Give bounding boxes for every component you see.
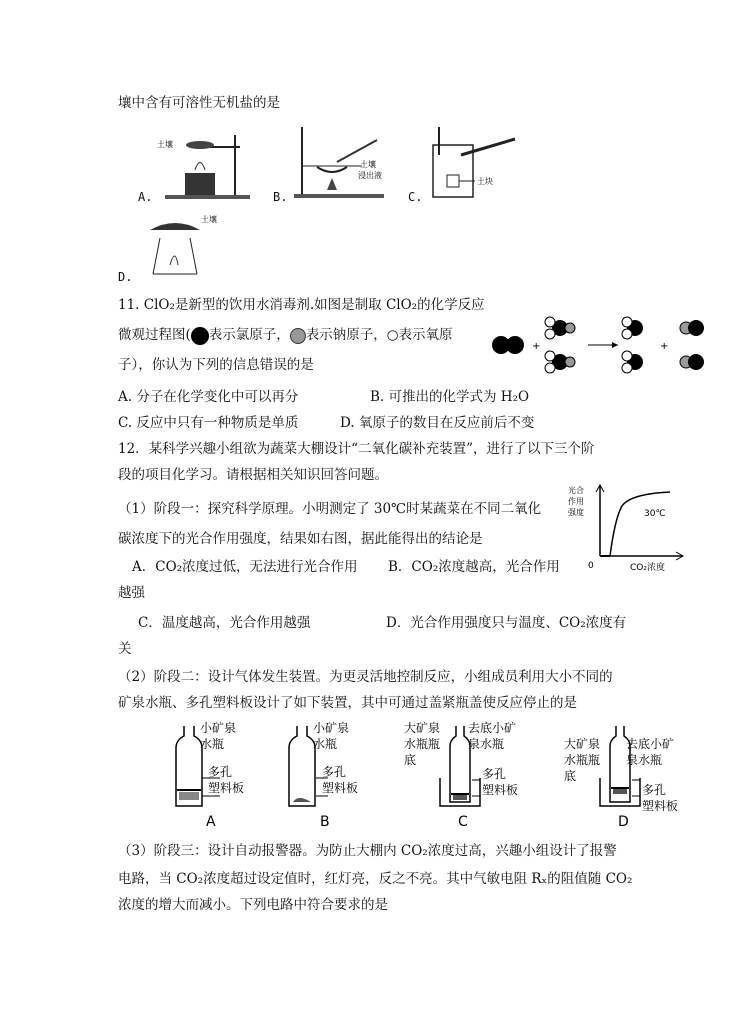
q10-stem: 壤中含有可溶性无机盐的是 xyxy=(118,95,280,111)
chlorine-atom-icon xyxy=(191,327,209,345)
q10-figure-b xyxy=(292,122,402,200)
bottle-c-big-3: 底 xyxy=(404,753,417,767)
bottle-b-label-mid: 水瓶 xyxy=(313,737,338,751)
label-soil-b: 土壤 xyxy=(360,160,376,169)
q12-intro-1: 12．某科学兴趣小组欲为蔬菜大棚设计“二氧化碳补充装置”，进行了以下三个阶 xyxy=(118,441,595,457)
bottle-b-label-top: 小矿泉 xyxy=(313,721,350,735)
bottle-d-small-1: 去底小矿 xyxy=(626,737,675,751)
graph-ylabel-3: 强度 xyxy=(568,508,584,517)
q12-part1-line2: 碳浓度下的光合作用强度，结果如右图，据此能得出的结论是 xyxy=(118,531,483,547)
bottle-d-big-3: 底 xyxy=(564,769,577,783)
graph-ylabel-2: 作用 xyxy=(568,497,584,506)
q12-part1-option-d-cont: 关 xyxy=(118,641,132,657)
naclo2-molecule-1 xyxy=(545,317,575,339)
bottles-figure xyxy=(148,718,688,832)
q12-part1-option-d: D．光合作用强度只与温度、CO₂浓度有 xyxy=(386,615,627,631)
bottle-a-label-top: 小矿泉 xyxy=(200,721,237,735)
bottle-a-plate-2: 塑料板 xyxy=(208,781,245,795)
bottle-c-small-1: 去底小矿 xyxy=(468,721,517,735)
bottle-c-big-2: 水瓶瓶 xyxy=(404,737,441,751)
q12-part1-option-b: B．CO₂浓度越高，光合作用 xyxy=(388,559,560,575)
label-extract: 浸出液 xyxy=(358,171,382,180)
bottle-c-small-2: 泉水瓶 xyxy=(468,737,505,751)
q11-line3: 子），你认为下列的信息错误的是 xyxy=(118,357,314,373)
clo2-molecule-1 xyxy=(622,317,643,339)
q11-line1: 11. ClO₂是新型的饮用水消毒剂.如图是制取 ClO₂的化学反应 xyxy=(118,297,485,313)
bottle-c-plate-2: 塑料板 xyxy=(482,783,519,797)
q10-option-b: B. xyxy=(273,190,288,204)
naclo2-molecule-2 xyxy=(545,351,575,373)
bottle-d-small-2: 泉水瓶 xyxy=(626,753,663,767)
cl2-molecule xyxy=(492,336,524,354)
q11-option-a: A. 分子在化学变化中可以再分 xyxy=(118,389,299,405)
q12-part1-option-a: A．CO₂浓度过低，无法进行光合作用 xyxy=(132,559,358,575)
q12-part2-line2: 矿泉水瓶、多孔塑料板设计了如下装置，其中可通过盖紧瓶盖使反应停止的是 xyxy=(118,695,577,711)
q10-figure-a xyxy=(155,125,255,200)
q11-line2b: 表示氯原子， xyxy=(208,327,290,343)
nacl-molecule-1 xyxy=(680,320,704,336)
graph-xlabel: CO₂浓度 xyxy=(630,563,665,573)
bottle-d-plate-1: 多孔 xyxy=(642,783,667,797)
q10-figure-d xyxy=(145,210,235,278)
graph-temp-label: 30℃ xyxy=(644,509,666,519)
bottle-c-plate-1: 多孔 xyxy=(482,767,507,781)
graph-origin: 0 xyxy=(588,561,594,571)
q12-intro-2: 段的项目化学习。请根据相关知识回答问题。 xyxy=(118,467,388,483)
bottle-c-big-1: 大矿泉 xyxy=(404,721,441,735)
label-clod: 土块 xyxy=(477,177,493,186)
q12-part1-option-b-cont: 越强 xyxy=(118,585,145,601)
q12-part3-line3: 浓度的增大而减小。下列电路中符合要求的是 xyxy=(118,897,388,913)
label-soil-a: 土壤 xyxy=(157,140,173,149)
bottle-b-plate-2: 塑料板 xyxy=(322,781,359,795)
bottle-a-plate-1: 多孔 xyxy=(208,765,233,779)
photosynthesis-graph xyxy=(560,478,690,573)
q11-option-d: D. 氧原子的数目在反应前后不变 xyxy=(340,415,535,431)
bottle-a-letter: A xyxy=(206,814,216,830)
sodium-atom-icon xyxy=(290,328,306,344)
plus-sign-1: + xyxy=(532,341,541,352)
plus-sign-2: + xyxy=(660,341,669,352)
reaction-arrow-icon xyxy=(612,342,618,348)
bottle-d-letter: D xyxy=(618,814,629,830)
q11-line2a: 微观过程图( xyxy=(118,327,191,343)
bottle-a-label-mid: 水瓶 xyxy=(200,737,225,751)
q12-part3-line1: （3）阶段三：设计自动报警器。为防止大棚内 CO₂浓度过高，兴趣小组设计了报警 xyxy=(118,843,617,859)
q10-option-c: C. xyxy=(408,190,423,204)
bottle-b-plate-1: 多孔 xyxy=(322,765,347,779)
q12-part1-line1: （1）阶段一：探究科学原理。小明测定了 30℃时某蔬菜在不同二氧化 xyxy=(118,501,542,517)
bottle-d-big-1: 大矿泉 xyxy=(564,737,601,751)
graph-ylabel-1: 光合 xyxy=(568,486,584,495)
bottle-d-big-2: 水瓶瓶 xyxy=(564,753,601,767)
bottle-d-plate-2: 塑料板 xyxy=(642,799,679,813)
q11-option-b: B. 可推出的化学式为 H₂O xyxy=(370,389,530,405)
q11-line2c: 表示钠原子，○表示氧原 xyxy=(305,327,453,343)
q10-figure-c xyxy=(425,125,535,200)
q11-option-c: C. 反应中只有一种物质是单质 xyxy=(118,415,299,431)
bottle-c-letter: C xyxy=(458,814,468,830)
q12-part1-option-c: C．温度越高，光合作用越强 xyxy=(138,615,311,631)
clo2-molecule-2 xyxy=(622,351,643,373)
q11-line2 xyxy=(118,326,453,345)
q12-part2-line1: （2）阶段二：设计气体发生装置。为更灵活地控制反应，小组成员利用大小不同的 xyxy=(118,669,613,685)
q10-option-d: D. xyxy=(118,270,133,284)
q10-option-a: A. xyxy=(138,190,153,204)
q12-part3-line2: 电路，当 CO₂浓度超过设定值时，红灯亮，反之不亮。其中气敏电阻 Rₓ的阻值随 CO₂ xyxy=(118,871,633,887)
label-soil-d: 土壤 xyxy=(201,215,217,224)
photosynthesis-curve xyxy=(610,492,670,556)
nacl-molecule-2 xyxy=(680,354,704,370)
reaction-diagram xyxy=(490,310,705,380)
bottle-b-letter: B xyxy=(320,814,330,830)
